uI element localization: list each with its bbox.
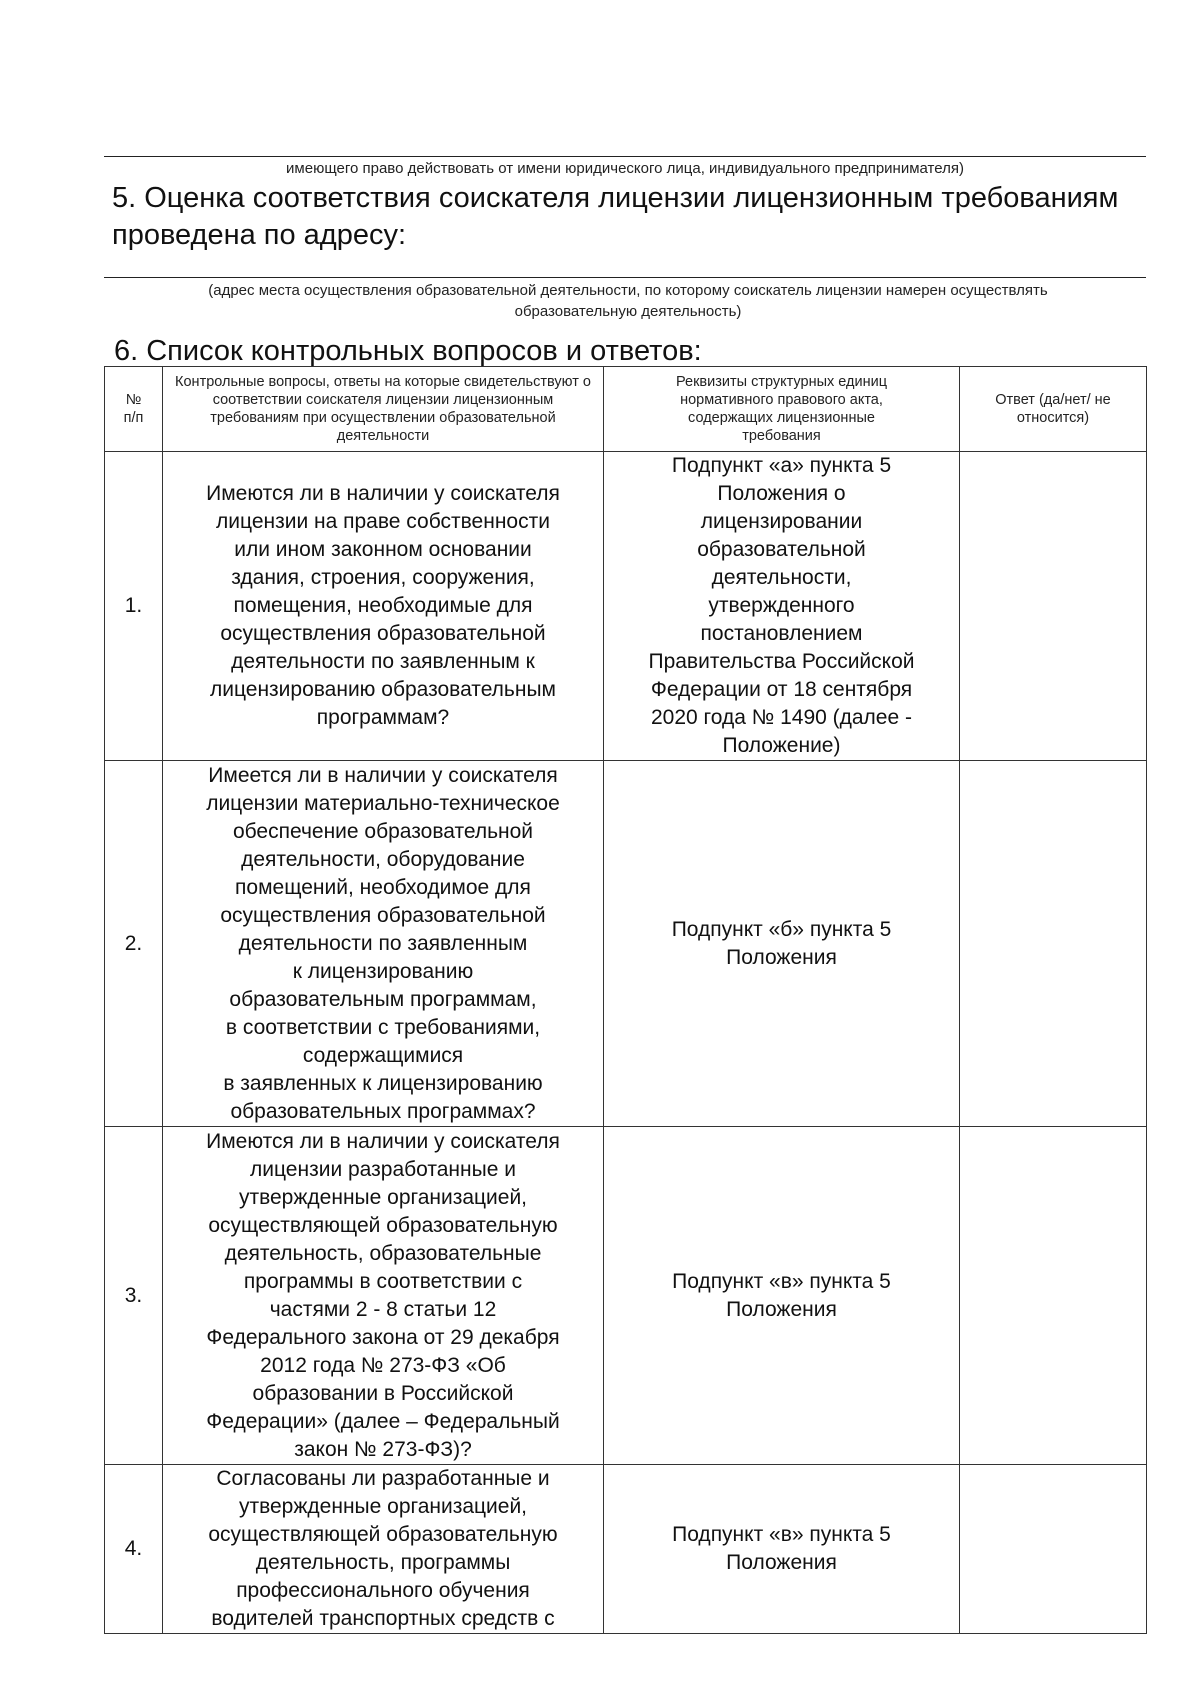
row-num: 3. (105, 1127, 163, 1465)
row-reference (604, 1465, 960, 1634)
row-reference (604, 1127, 960, 1465)
header-answer-label: Ответ (да/нет/ не относится) (995, 392, 1111, 426)
address-line (104, 277, 1146, 278)
checklist-table (104, 366, 1147, 1634)
reference-text: Подпункт «в» пункта 5 Положения (672, 1523, 891, 1574)
row-reference (604, 761, 960, 1127)
table-row (105, 761, 1147, 1127)
row-question (163, 1465, 604, 1634)
table-header-row (105, 367, 1147, 452)
header-question-label: Контрольные вопросы, ответы на которые свидетельствуют о соответствии соискателя лицензии лицензионным требованиям при осуществлении образовательной деятельности (175, 374, 591, 444)
reference-text: Подпункт «а» пункта 5 Положения о лицензировании образовательной деятельности, утвержденного постановлением Правительства Российской Федерации от 18 сентября 2020 года № 1490 (далее - Положение) (648, 454, 915, 757)
section-5-heading: 5. Оценка соответствия соискателя лицензии лицензионным требованиям проведена по адресу: (112, 182, 1119, 251)
question-text: Согласованы ли разработанные и утвержденные организацией, осуществляющей образовательную деятельность, программы профессионального обучения водителей транспортных средств с (208, 1467, 558, 1630)
row-answer[interactable] (960, 1465, 1147, 1634)
header-num-label: № п/п (123, 392, 144, 426)
signatory-caption: имеющего право действовать от имени юридического лица, индивидуального предпринимателя) (286, 160, 964, 177)
header-answer (960, 367, 1147, 452)
table-row (105, 452, 1147, 761)
header-reference (604, 367, 960, 452)
row-question (163, 761, 604, 1127)
question-text: Имеются ли в наличии у соискателя лицензии разработанные и утвержденные организацией, осуществляющей образовательную деятельность, образовательные программы в соответствии с частями 2 - 8 статьи 12 Федерального закона от 29 декабря 2012 года № 273-ФЗ «Об образовании в Российской Федерации» (далее – Федеральный закон № 273-ФЗ)? (206, 1129, 560, 1461)
reference-text: Подпункт «б» пункта 5 Положения (671, 917, 892, 969)
row-num: 2. (105, 761, 163, 1127)
row-answer[interactable] (960, 452, 1147, 761)
header-reference-label: Реквизиты структурных единиц нормативного правового акта, содержащих лицензионные требования (675, 374, 887, 444)
question-text: Имеются ли в наличии у соискателя лицензии на праве собственности или ином законном основании здания, строения, сооружения, помещения, необходимые для осуществления образовательной деятельности по заявленным к лицензированию образовательным программам? (206, 482, 560, 729)
row-answer[interactable] (960, 1127, 1147, 1465)
section-6-heading: 6. Список контрольных вопросов и ответов: (114, 335, 702, 367)
row-num: 1. (105, 452, 163, 761)
header-num (105, 367, 163, 452)
row-question (163, 452, 604, 761)
question-text: Имеется ли в наличии у соискателя лицензии материально-техническое обеспечение образовательной деятельности, оборудование помещений, необходимое для осуществления образовательной деятельности по заявленным к лицензированию образовательным программам, в соответствии с требованиями, содержащимися в заявленных к лицензированию образовательных программах? (206, 763, 560, 1123)
header-question (163, 367, 604, 452)
address-caption: (адрес места осуществления образовательной деятельности, по которому соискатель лицензии намерен осуществлять образовательную деятельность) (208, 282, 1048, 320)
row-num: 4. (105, 1465, 163, 1634)
row-reference (604, 452, 960, 761)
signatory-line (104, 156, 1146, 157)
table-row (105, 1465, 1147, 1634)
row-question (163, 1127, 604, 1465)
table-row (105, 1127, 1147, 1465)
row-answer[interactable] (960, 761, 1147, 1127)
reference-text: Подпункт «в» пункта 5 Положения (672, 1269, 891, 1321)
